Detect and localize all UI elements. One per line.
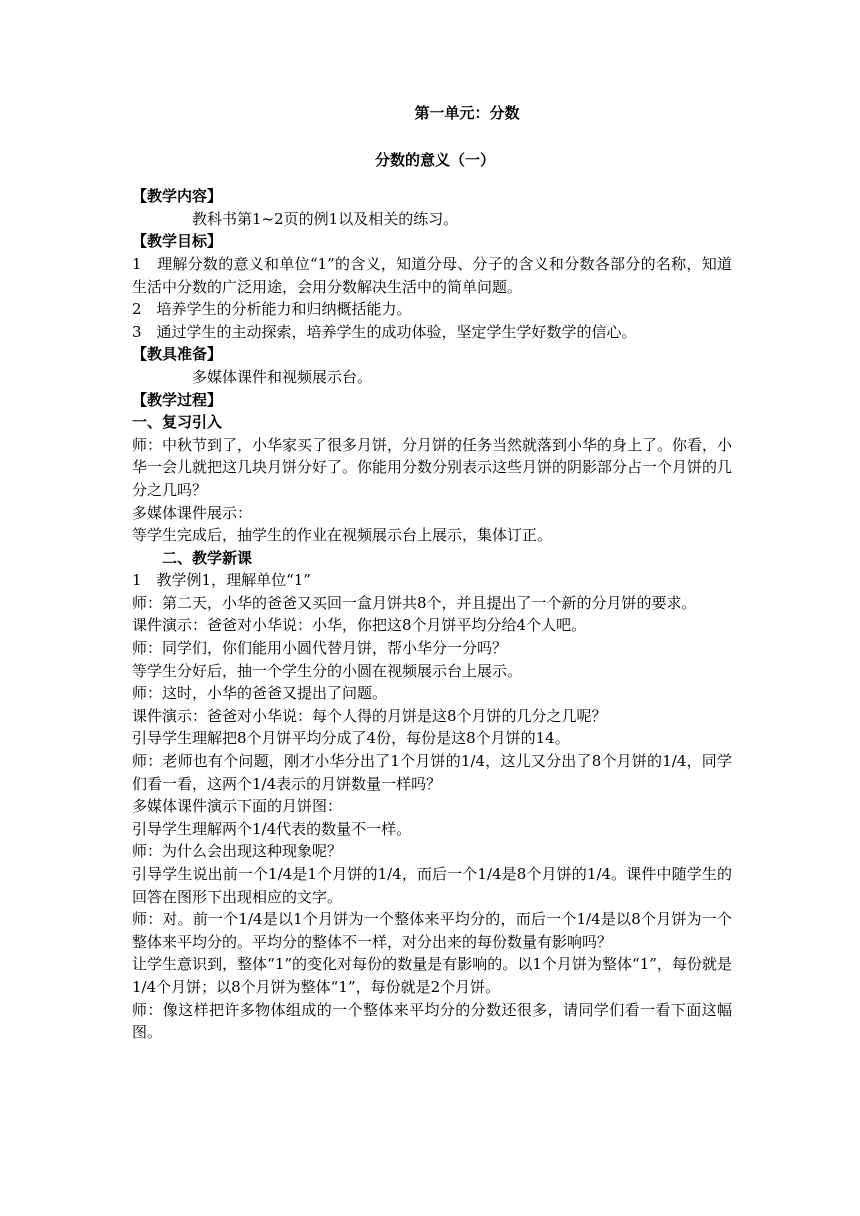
paragraph: 让学生意识到，整体“1”的变化对每份的数量是有影响的。以1个月饼为整体“1”，每份就是1/4个月饼；以8个月饼为整体“1”，每份就是2个月饼。	[132, 955, 732, 996]
paragraph: 师：对。前一个1/4是以1个月饼为一个整体来平均分的，而后一个1/4是以8个月饼为一个整体来平均分的。平均分的整体不一样，对分出来的每份数量有影响吗？	[132, 910, 732, 951]
paragraph: 师：第二天，小华的爸爸又买回一盒月饼共8个，并且提出了一个新的分月饼的要求。	[132, 593, 697, 612]
lesson-title: 分数的意义（一）	[374, 150, 495, 169]
paragraph: 引导学生理解把8个月饼平均分成了4份，每份是这8个月饼的14。	[132, 729, 570, 748]
paragraph: 师：这时，小华的爸爸又提出了问题。	[132, 684, 388, 703]
paragraph: 课件演示：爸爸对小华说：每个人得的月饼是这8个月饼的几分之几呢？	[132, 706, 607, 725]
paragraph: 师：像这样把许多物体组成的一个整体来平均分的分数还很多，请同学们看一看下面这幅图。	[132, 1000, 732, 1042]
paragraph: 师：为什么会出现这种现象呢？	[132, 842, 343, 861]
paragraph: 等学生分好后，抽一个学生分的小圆在视频展示台上展示。	[132, 661, 523, 680]
paragraph: 师：中秋节到了，小华家买了很多月饼，分月饼的任务当然就落到小华的身上了。你看，小华一会儿就把这几块月饼分好了。你能用分数分别表示这些月饼的阴影部分占一个月饼的几分之几吗？	[132, 435, 733, 499]
paragraph: 多媒体课件展示：	[132, 503, 253, 522]
teaching-content-heading: 【教学内容】	[132, 187, 223, 206]
teaching-content-text: 教科书第1~2页的例1以及相关的练习。	[192, 209, 459, 228]
paragraph: 多媒体课件演示下面的月饼图：	[132, 797, 343, 816]
review-heading: 一、复习引入	[132, 413, 223, 432]
goal-item: 1 理解分数的意义和单位“1”的含义，知道分母、分子的含义和分数各部分的名称，知道生活中分数的广泛用途，会用分数解决生活中的简单问题。	[132, 254, 732, 296]
paragraph: 引导学生理解两个1/4代表的数量不一样。	[132, 819, 412, 838]
teaching-tools-heading: 【教具准备】	[132, 345, 223, 364]
unit-title: 第一单元：分数	[414, 104, 520, 122]
goal-item: 3 通过学生的主动探索，培养学生的成功体验，坚定学生学好数学的信心。	[132, 322, 637, 341]
paragraph: 1 教学例1，理解单位“1”	[132, 571, 311, 590]
teaching-process-heading: 【教学过程】	[132, 390, 223, 409]
paragraph: 等学生完成后，抽学生的作业在视频展示台上展示，集体订正。	[132, 526, 553, 545]
paragraph: 师：同学们，你们能用小圆代替月饼，帮小华分一分吗？	[132, 639, 508, 658]
goal-item: 2 培养学生的分析能力和归纳概括能力。	[132, 300, 412, 319]
paragraph: 课件演示：爸爸对小华说：小华，你把这8个月饼平均分给4个人吧。	[132, 616, 587, 635]
paragraph: 师：老师也有个问题，刚才小华分出了1个月饼的1/4，这儿又分出了8个月饼的1/4，同学们看一看，这两个1/4表示的月饼数量一样吗？	[132, 752, 732, 793]
teaching-goals-heading: 【教学目标】	[132, 232, 223, 251]
new-lesson-heading: 二、教学新课	[162, 548, 253, 567]
paragraph: 引导学生说出前一个1/4是1个月饼的1/4，而后一个1/4是8个月饼的1/4。课件中随学生的回答在图形下出现相应的文字。	[132, 865, 732, 906]
document-body	[132, 102, 732, 1044]
teaching-tools-text: 多媒体课件和视频展示台。	[192, 367, 373, 386]
